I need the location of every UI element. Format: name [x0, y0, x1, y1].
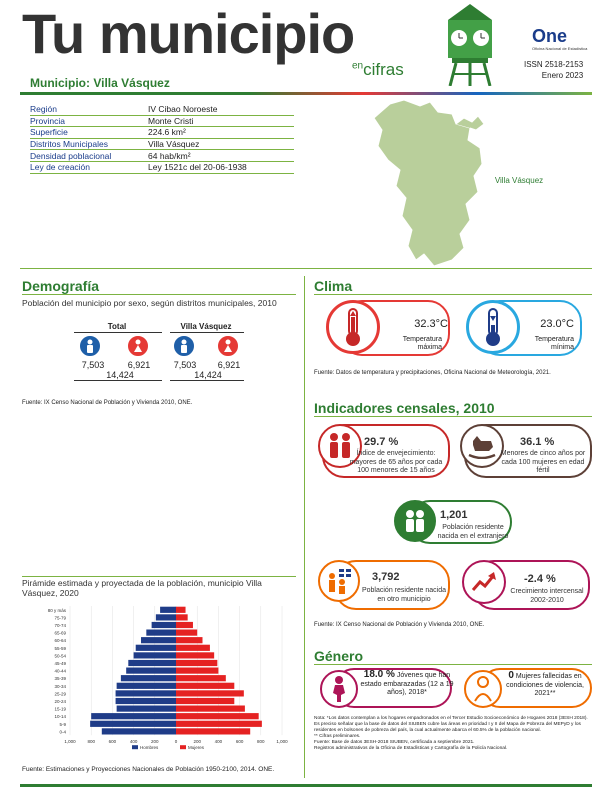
female-icon [218, 336, 238, 356]
thermometer-hot-icon [326, 300, 380, 354]
clock-tower-icon [444, 4, 496, 86]
x-tick-label: 200 [151, 739, 159, 745]
note: Fuente: Base de datos 3ESH-2018 SIUBEN, certificada a septiembre 2021. [314, 740, 475, 745]
bar-hombres [102, 728, 176, 734]
demografia-subtitle: Población del municipio por sexo, según distritos municipales, 2010 [22, 298, 277, 308]
bar-hombres [117, 706, 176, 712]
y-tick-label: 10-14 [54, 714, 66, 720]
y-tick-label: 15-19 [54, 706, 66, 712]
violencia-value: 0 [508, 670, 514, 681]
clima-underline [314, 294, 592, 295]
pregnant-woman-icon [320, 670, 358, 708]
issn-block [524, 59, 583, 81]
woman-violence-icon [464, 670, 502, 708]
growth-arrow-icon [462, 560, 506, 604]
violencia-block [502, 672, 588, 699]
y-tick-label: 65-69 [54, 630, 66, 636]
publication-date: Enero 2023 [541, 71, 584, 80]
x-tick-label: 800 [257, 739, 265, 745]
bar-mujeres [176, 706, 245, 712]
female-icon [128, 336, 148, 356]
piramide-title: Pirámide estimada y proyectada de la población, municipio Villa Vásquez, 2020 [22, 578, 262, 598]
column-divider [304, 276, 305, 778]
male-icon [174, 336, 194, 356]
people-flag-icon [318, 560, 360, 602]
map-label: Villa Vásquez [494, 176, 544, 185]
bar-hombres [146, 630, 176, 636]
total-female-value: 6,921 [127, 360, 151, 370]
villa-male-value: 7,503 [173, 360, 197, 370]
clima-title: Clima [314, 278, 353, 294]
bar-hombres [136, 645, 176, 651]
clima-source: Fuente: Datos de temperatura y precipitaciones, Oficina Nacional de Meteorología, 2021. [314, 370, 551, 376]
y-tick-label: 70-74 [54, 623, 66, 628]
genero-notes [314, 716, 592, 752]
bar-mujeres [176, 690, 244, 696]
piramide-source: Fuente: Estimaciones y Proyecciones Nacionales de Población 1950-2100, 2014. ONE. [22, 766, 275, 773]
y-tick-label: 20-24 [54, 699, 66, 704]
embarazo-block [360, 671, 454, 698]
bar-hombres [152, 622, 176, 628]
one-logo: One [532, 26, 568, 46]
col-villa-label: Villa Vásquez [180, 322, 232, 331]
info-table [30, 104, 294, 174]
crecimiento-value: -2.4 % [524, 573, 556, 585]
bar-hombres [117, 683, 176, 689]
menores-text: Menores de cinco años por cada 100 mujeres en edad fértil [500, 450, 586, 474]
bar-mujeres [176, 607, 186, 613]
y-tick-label: 75-79 [54, 615, 66, 621]
bar-mujeres [176, 645, 210, 651]
info-row: Superficie 224.6 km² [30, 127, 294, 139]
y-tick-label: 60-64 [54, 638, 66, 644]
villa-female-value: 6,921 [217, 360, 241, 370]
x-tick-label: 1,000 [276, 739, 288, 745]
demografia-title: Demografía [22, 278, 100, 294]
bar-hombres [116, 698, 176, 704]
total-sum-value: 14,424 [106, 370, 134, 380]
note: Es preciso señalar que la base de datos del SIUBEN cubre las áreas en prioridad I y II del Mapa de Pobreza del MEPyD y los residentes en bolsones de pobreza del país, la cual actualmente abarca el 60.5% de la población nacional. [314, 722, 581, 733]
info-row: Ley de creación Ley 1521c del 20-06-1938 [30, 162, 294, 174]
municipio-label: Municipio: Villa Vásquez [30, 76, 170, 90]
clima-max-label: Temperatura máxima [402, 336, 442, 351]
bar-hombres [160, 607, 176, 613]
genero-underline [314, 664, 592, 665]
page-title: Tu municipio [22, 2, 355, 65]
indicadores-title: Indicadores censales, 2010 [314, 400, 495, 416]
section-divider [20, 268, 592, 269]
bar-mujeres [176, 721, 262, 727]
info-row: Región IV Cibao Noroeste [30, 104, 294, 116]
note: Nota: *Los datos contemplan a los hogares empadronados en el Tercer Estudio Socioeconómico de Hogares 2018 (3ESH 2018). [314, 716, 588, 721]
info-row: Densidad poblacional 64 hab/km² [30, 150, 294, 162]
x-tick-label: 600 [108, 739, 117, 745]
y-tick-label: 35-39 [54, 676, 66, 682]
envejecimiento-text: Índice de envejecimiento: mayores de 65 años por cada 100 menores de 15 años [349, 450, 443, 474]
y-tick-label: 0-4 [59, 729, 66, 735]
bar-mujeres [176, 698, 234, 704]
people-icon [394, 500, 436, 542]
x-tick-label: 400 [214, 739, 223, 745]
note: Registros administrativos de la Oficina de Estadísticas y Cartografía de la Policía Nacional. [314, 746, 508, 751]
clima-max-value: 32.3°C [414, 318, 448, 330]
legend-label-hombres: Hombres [140, 745, 159, 751]
otro-municipio-text: Población residente nacida en otro municipio [361, 587, 447, 603]
header-divider [20, 92, 592, 95]
bar-hombres [134, 652, 176, 658]
bar-mujeres [176, 660, 217, 666]
bar-mujeres [176, 713, 259, 719]
y-tick-label: 30-34 [54, 683, 66, 689]
total-male-value: 7,503 [81, 360, 105, 370]
bar-mujeres [176, 728, 250, 734]
bar-hombres [91, 713, 176, 719]
y-tick-label: 55-59 [54, 645, 66, 651]
violencia-text: Mujeres fallecidas en condiciones de violencia, 2021** [506, 673, 584, 697]
issn: ISSN 2518-2153 [524, 60, 584, 69]
legend-swatch-hombres [132, 745, 138, 749]
bar-mujeres [176, 622, 193, 628]
y-tick-label: 25-29 [54, 691, 66, 697]
col-total-underline [74, 332, 162, 333]
x-tick-label: 0 [174, 739, 178, 745]
crecimiento-text: Crecimiento intercensal 2002-2010 [510, 588, 584, 604]
municipio-map [360, 98, 510, 270]
y-tick-label: 40-44 [54, 668, 66, 674]
bar-mujeres [176, 630, 197, 636]
bar-mujeres [176, 614, 188, 620]
y-tick-label: 80 y más [47, 607, 66, 613]
menores-value: 36.1 % [520, 436, 555, 448]
population-pyramid-chart [30, 604, 292, 764]
bar-mujeres [176, 675, 226, 681]
col-villa-underline [170, 332, 244, 333]
page-subtitle: $^{en}$cifras [352, 60, 404, 79]
villa-sum-value: 14,424 [194, 370, 222, 380]
info-row: Provincia Monte Cristi [30, 116, 294, 128]
bar-hombres [156, 614, 176, 620]
envejecimiento-value: 29.7 % [364, 436, 399, 448]
legend-swatch-mujeres [180, 745, 186, 749]
y-tick-label: 50-54 [54, 653, 66, 659]
row-divider [74, 380, 162, 381]
clima-min-value: 23.0°C [540, 318, 574, 330]
note: ** Cifras preliminares. [314, 734, 361, 739]
extranjero-value: 1,201 [440, 509, 468, 521]
bar-hombres [116, 690, 176, 696]
one-logo-subtitle: Oficina Nacional de Estadística [532, 46, 588, 51]
col-total-label: Total [107, 322, 127, 331]
bar-mujeres [176, 683, 234, 689]
legend-label-mujeres: Mujeres [188, 745, 205, 751]
footer-bar [20, 784, 592, 787]
bar-hombres [141, 637, 176, 643]
x-tick-label: 1,000 [64, 739, 76, 745]
bar-mujeres [176, 637, 203, 643]
row-divider [170, 380, 244, 381]
bar-hombres [126, 668, 176, 674]
bar-hombres [128, 660, 176, 666]
otro-municipio-value: 3,792 [372, 571, 400, 583]
embarazo-value: 18.0 % [363, 669, 395, 680]
piramide-divider [22, 576, 296, 577]
indicadores-source: Fuente: IX Censo Nacional de Población y Vivienda 2010, ONE. [314, 622, 485, 628]
bar-mujeres [176, 668, 218, 674]
extranjero-text: Población residente nacida en el extranjero [437, 524, 509, 540]
y-tick-label: 5-9 [59, 721, 66, 727]
indicadores-underline [314, 416, 592, 417]
genero-title: Género [314, 648, 364, 664]
embarazo-text: Jóvenes que han estado embarazadas (12 a 19 años), 2018* [360, 672, 454, 696]
x-tick-label: 800 [87, 739, 95, 745]
male-icon [80, 336, 100, 356]
demografia-source: Fuente: IX Censo Nacional de Población y Vivienda 2010, ONE. [22, 400, 193, 406]
x-tick-label: 400 [129, 739, 138, 745]
thermometer-cold-icon [466, 300, 520, 354]
clima-min-label: Temperatura mínima [534, 336, 574, 351]
x-tick-label: 200 [193, 739, 201, 745]
x-tick-label: 600 [235, 739, 244, 745]
bar-hombres [90, 721, 176, 727]
bar-mujeres [176, 652, 214, 658]
y-tick-label: 45-49 [54, 661, 66, 666]
demografia-underline [22, 294, 296, 295]
info-row: Distritos Municipales Villa Vásquez [30, 139, 294, 151]
bar-hombres [121, 675, 176, 681]
